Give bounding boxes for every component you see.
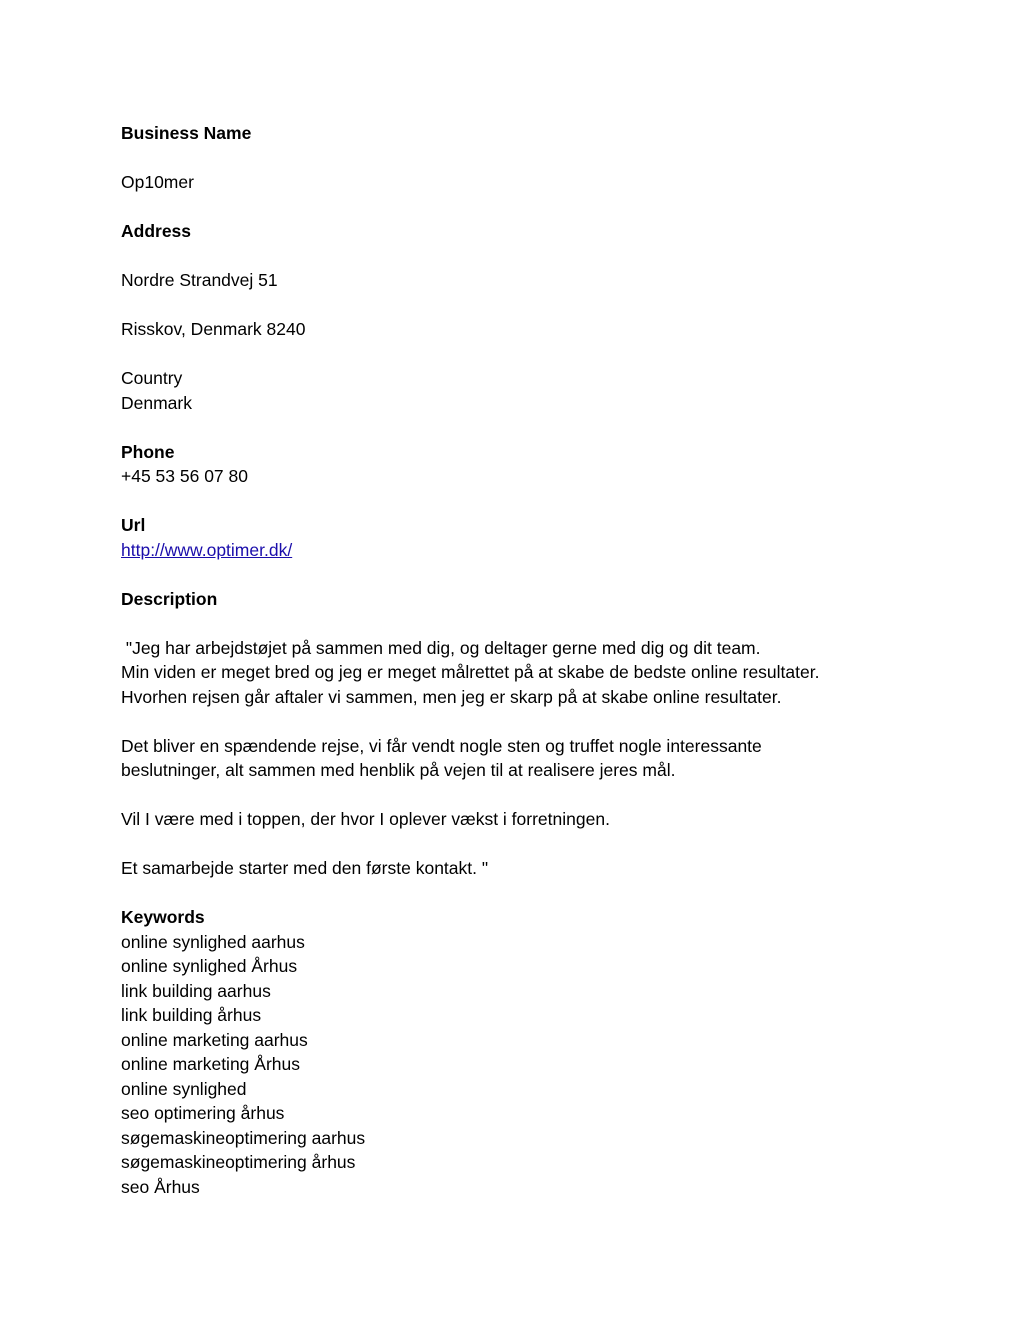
phone-heading: Phone <box>121 441 175 462</box>
address-heading: Address <box>121 221 192 241</box>
keyword-item: seo optimering århus <box>121 1103 285 1123</box>
phone-value: +45 53 56 07 80 <box>121 466 248 486</box>
description-paragraph-4 <box>121 856 921 881</box>
address-heading-block <box>121 219 921 244</box>
document-page <box>121 121 921 1224</box>
country-label: Country <box>121 368 183 388</box>
keyword-item: online synlighed Århus <box>121 956 298 976</box>
url-block <box>121 513 921 562</box>
business-name-heading-block <box>121 121 921 146</box>
keyword-item: søgemaskineoptimering aarhus <box>121 1127 366 1148</box>
business-name-block <box>121 170 921 195</box>
description-paragraph-3 <box>121 807 921 832</box>
keyword-item: søgemaskineoptimering århus <box>121 1152 356 1172</box>
description-heading-block <box>121 587 921 612</box>
keyword-item: online marketing aarhus <box>121 1029 308 1050</box>
url-link[interactable]: http://www.optimer.dk/ <box>121 539 293 560</box>
description-paragraph-1 <box>121 636 921 710</box>
address-street: Nordre Strandvej 51 <box>121 270 278 290</box>
keyword-item: online synlighed aarhus <box>121 931 305 952</box>
keyword-item: link building aarhus <box>121 980 271 1001</box>
country-block <box>121 366 921 415</box>
address-city-block <box>121 317 921 342</box>
keyword-item: online synlighed <box>121 1078 247 1099</box>
keyword-item: seo Århus <box>121 1176 200 1197</box>
keywords-block <box>121 905 921 1199</box>
keyword-item: online marketing Århus <box>121 1054 300 1074</box>
description-line: Min viden er meget bred og jeg er meget målrettet på at skabe de bedste online resultater. <box>121 662 820 682</box>
description-line: Vil I være med i toppen, der hvor I oplever vækst i forretningen. <box>121 809 610 829</box>
description-line: "Jeg har arbejdstøjet på sammen med dig, og deltager gerne med dig og dit team. <box>121 637 761 658</box>
address-street-block <box>121 268 921 293</box>
description-paragraph-2 <box>121 734 921 783</box>
keywords-list <box>121 930 921 1200</box>
keyword-item: link building århus <box>121 1005 262 1025</box>
address-city: Risskov, Denmark 8240 <box>121 319 306 339</box>
phone-block <box>121 440 921 489</box>
business-name-value: Op10mer <box>121 172 194 192</box>
url-heading: Url <box>121 515 146 535</box>
description-line: Hvorhen rejsen går aftaler vi sammen, men jeg er skarp på at skabe online resultater. <box>121 686 782 707</box>
country-value: Denmark <box>121 392 192 413</box>
description-line: beslutninger, alt sammen med henblik på vejen til at realisere jeres mål. <box>121 760 676 780</box>
description-heading: Description <box>121 588 218 609</box>
description-line: Det bliver en spændende rejse, vi får vendt nogle sten og truffet nogle interessante <box>121 735 762 756</box>
keywords-heading: Keywords <box>121 907 205 927</box>
business-name-heading: Business Name <box>121 123 252 143</box>
description-line: Et samarbejde starter med den første kontakt. " <box>121 858 489 878</box>
